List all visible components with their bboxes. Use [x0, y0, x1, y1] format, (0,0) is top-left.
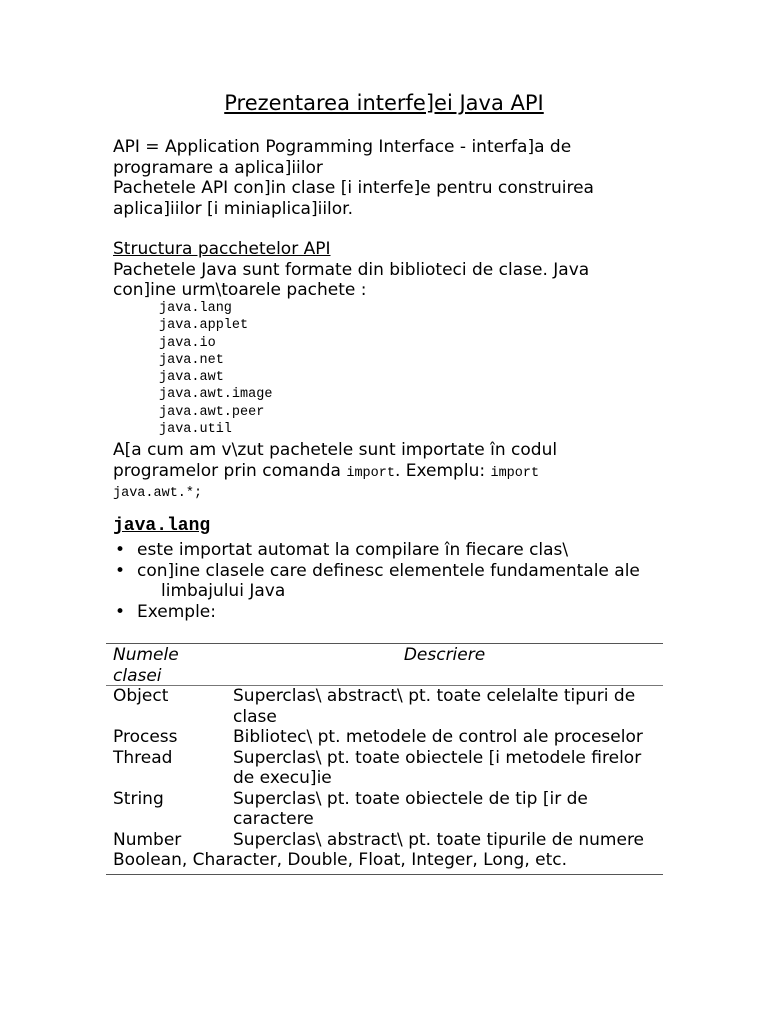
table-row — [106, 789, 663, 830]
class-description-line: Superclas\ abstract\ pt. toate celelalte tipuri de — [233, 686, 636, 706]
package-list — [159, 300, 272, 438]
header-class-name — [113, 645, 179, 686]
package-item: java.net — [159, 352, 224, 368]
class-description-line: Bibliotec\ pt. metodele de control ale proceselor — [233, 727, 643, 747]
package-item: java.io — [159, 335, 216, 351]
class-description-line: Superclas\ pt. toate obiectele [i metodele firelor — [233, 747, 642, 768]
class-name: Process — [113, 727, 178, 747]
header-class-name-line: Numele — [113, 645, 179, 665]
class-name: String — [113, 788, 164, 809]
bullet-text-continued: limbajului Java — [161, 581, 286, 601]
bullet-icon: • — [115, 601, 126, 622]
table-header — [106, 644, 663, 685]
package-item: java.util — [159, 422, 232, 438]
package-item: java.awt — [159, 370, 224, 386]
class-name: Number — [113, 829, 182, 850]
class-description-line: de execu]ie — [233, 768, 332, 788]
class-description-line: caractere — [233, 809, 314, 829]
package-item: java.awt.image — [159, 387, 273, 403]
java-lang-bullets — [113, 540, 673, 622]
table-row — [106, 727, 663, 748]
import-text: . Exemplu: — [394, 460, 491, 481]
table-row — [106, 686, 663, 727]
class-name: Thread — [113, 747, 173, 768]
class-description-line: Superclas\ pt. toate obiectele de tip [ir de — [233, 788, 588, 809]
bullet-icon: • — [115, 560, 126, 581]
package-item: java.applet — [159, 318, 249, 334]
intro-paragraph — [113, 137, 673, 219]
class-description — [233, 830, 653, 851]
class-description-line: clase — [233, 706, 277, 727]
bullet-text: con]ine clasele care definesc elementele fundamentale ale — [137, 560, 640, 581]
page-title: Prezentarea interfe]ei Java API — [224, 91, 544, 115]
header-class-name-line: clasei — [113, 665, 162, 686]
structure-line: Pachetele Java sunt formate din biblioteci de clase. Java — [113, 259, 590, 280]
class-name: Object — [113, 686, 169, 706]
class-description — [233, 748, 653, 789]
table-footer-row: Boolean, Character, Double, Float, Integer, Long, etc. — [113, 850, 568, 870]
class-description — [233, 789, 653, 830]
header-description: Descriere — [403, 645, 486, 665]
import-line — [113, 461, 673, 485]
bullet-item — [113, 540, 673, 561]
import-line: A[a cum am v\zut pachetele sunt importate în codul — [113, 440, 558, 460]
class-description-line: Superclas\ abstract\ pt. toate tipurile de numere — [233, 829, 645, 850]
bullet-text: Exemple: — [137, 601, 216, 622]
intro-line: aplica]iilor [i miniaplica]iilor. — [113, 198, 354, 219]
import-paragraph — [113, 440, 673, 505]
structure-line: con]ine urm\toarele pachete : — [113, 280, 367, 300]
import-keyword: import — [490, 465, 540, 481]
structure-section — [113, 239, 673, 301]
structure-heading: Structura pacchetelor API — [113, 239, 331, 259]
bullet-item — [113, 561, 673, 602]
intro-line: Pachetele API con]in clase [i interfe]e pentru construirea — [113, 178, 594, 198]
class-description — [233, 727, 653, 748]
java-lang-heading: java.lang — [113, 516, 211, 536]
package-item: java.awt.peer — [159, 404, 265, 420]
import-example: java.awt.*; — [113, 486, 203, 501]
table-row — [106, 748, 663, 789]
bullet-item — [113, 602, 673, 623]
intro-line: programare a aplica]iilor — [113, 157, 323, 178]
table-row — [106, 830, 663, 851]
classes-table — [106, 643, 663, 875]
bullet-text: este importat automat la compilare în fiecare clas\ — [137, 540, 569, 560]
import-text: programelor prin comanda — [113, 460, 347, 481]
import-keyword: import — [346, 465, 395, 481]
class-description — [233, 686, 653, 727]
package-item: java.lang — [159, 301, 232, 316]
intro-line: API = Application Pogramming Interface - interfa]a de — [113, 137, 572, 157]
table-bottom-rule — [106, 874, 663, 875]
bullet-icon: • — [115, 540, 126, 560]
